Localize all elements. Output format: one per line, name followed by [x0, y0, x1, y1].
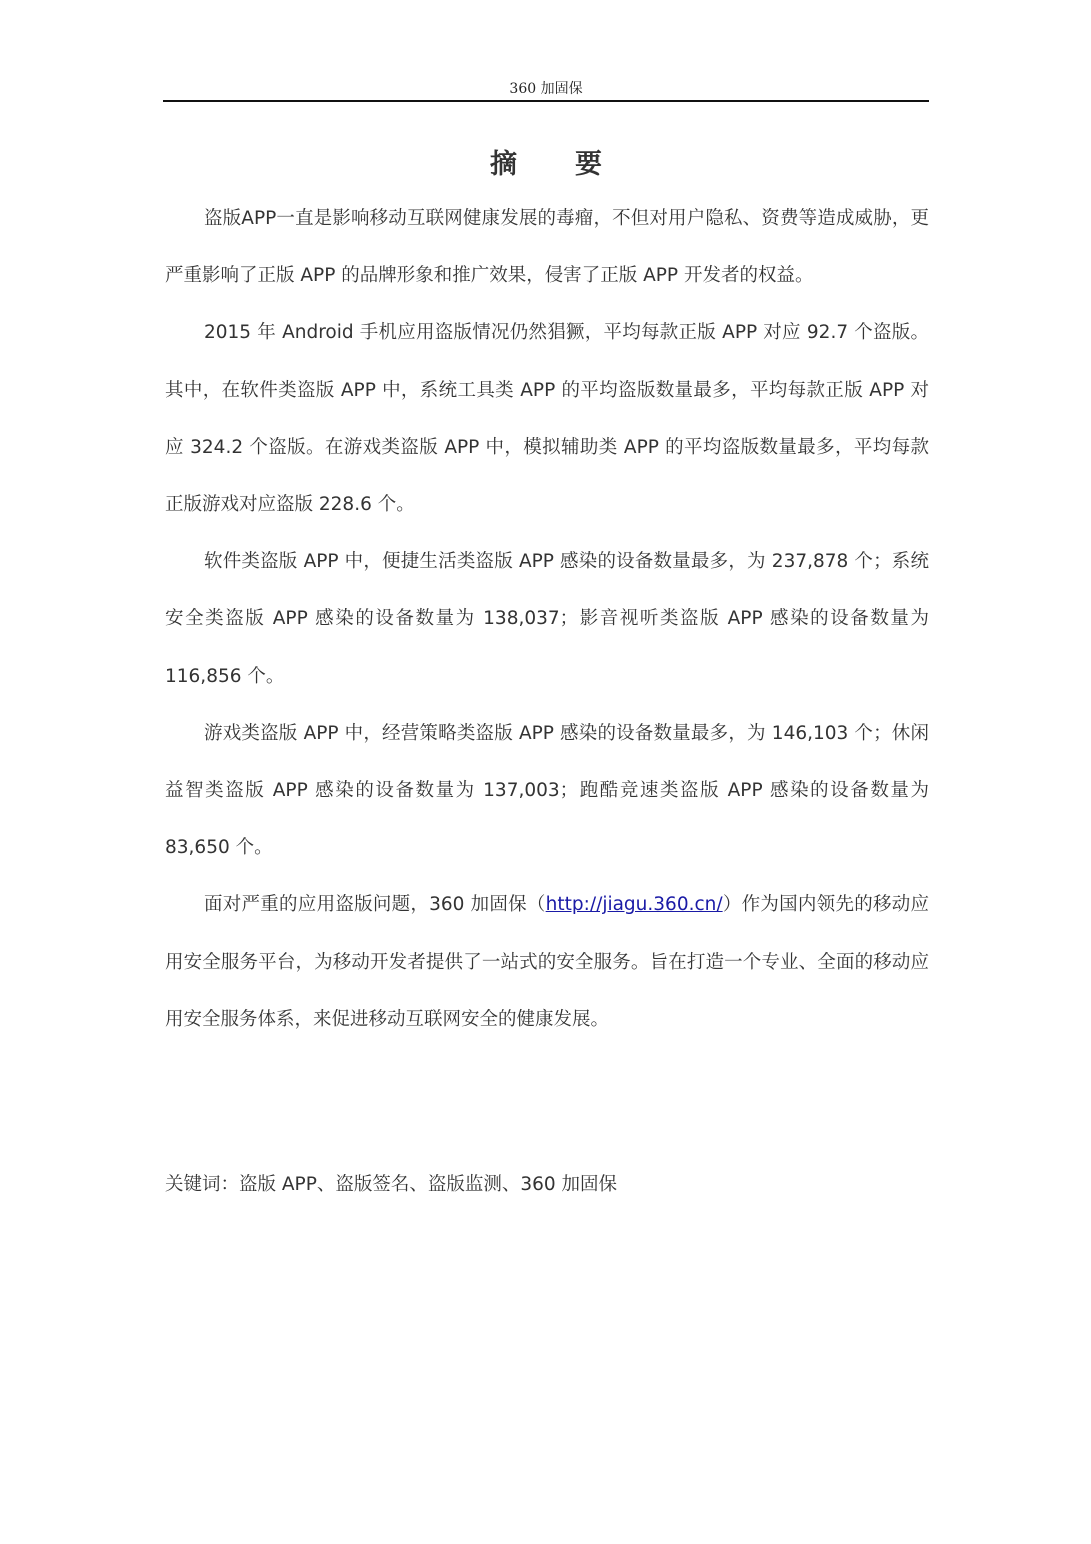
abstract-body: [165, 190, 929, 1048]
jiagu-link[interactable]: http://jiagu.360.cn/: [545, 894, 723, 916]
paragraph-5-lead: 面对严重的应用盗版问题，360 加固保（: [204, 894, 546, 916]
page-header: 360 加固保: [509, 81, 583, 97]
abstract-title-char-2: 要: [575, 149, 602, 180]
abstract-title: [163, 142, 929, 181]
header-divider: [163, 100, 929, 102]
abstract-paragraph-5: [165, 876, 929, 1048]
keywords-line: 关键词：盗版 APP、盗版签名、盗版监测、360 加固保: [165, 1174, 618, 1195]
paragraph-5-tail: ）作为国内领先的移动应用安全服务平台，为移动开发者提供了一站式的安全服务。旨在打造一个专业、全面的移动应用安全服务体系，来促进移动互联网安全的健康发展。: [165, 894, 929, 1030]
abstract-paragraph-4: 游戏类盗版 APP 中，经营策略类盗版 APP 感染的设备数量最多，为 146,103 个；休闲益智类盗版 APP 感染的设备数量为 137,003；跑酷竞速类盗版 APP 感染的设备数量为 83,650 个。: [165, 722, 929, 859]
abstract-paragraph-2: 2015 年 Android 手机应用盗版情况仍然猖獗，平均每款正版 APP 对应 92.7 个盗版。其中，在软件类盗版 APP 中，系统工具类 APP 的平均盗版数量最多，平均每款正版 APP 对应 324.2 个盗版。在游戏类盗版 APP 中，模拟辅助类 APP 的平均盗版数量最多，平均每款正版游戏对应盗版 228.6 个。: [165, 322, 929, 516]
abstract-paragraph-1: 盗版APP一直是影响移动互联网健康发展的毒瘤，不但对用户隐私、资费等造成威胁，更严重影响了正版 APP 的品牌形象和推广效果，侵害了正版 APP 开发者的权益。: [165, 208, 929, 287]
abstract-title-char-1: 摘: [490, 149, 517, 180]
abstract-paragraph-3: 软件类盗版 APP 中，便捷生活类盗版 APP 感染的设备数量最多，为 237,878 个；系统安全类盗版 APP 感染的设备数量为 138,037；影音视听类盗版 APP 感染的设备数量为 116,856 个。: [165, 551, 929, 687]
